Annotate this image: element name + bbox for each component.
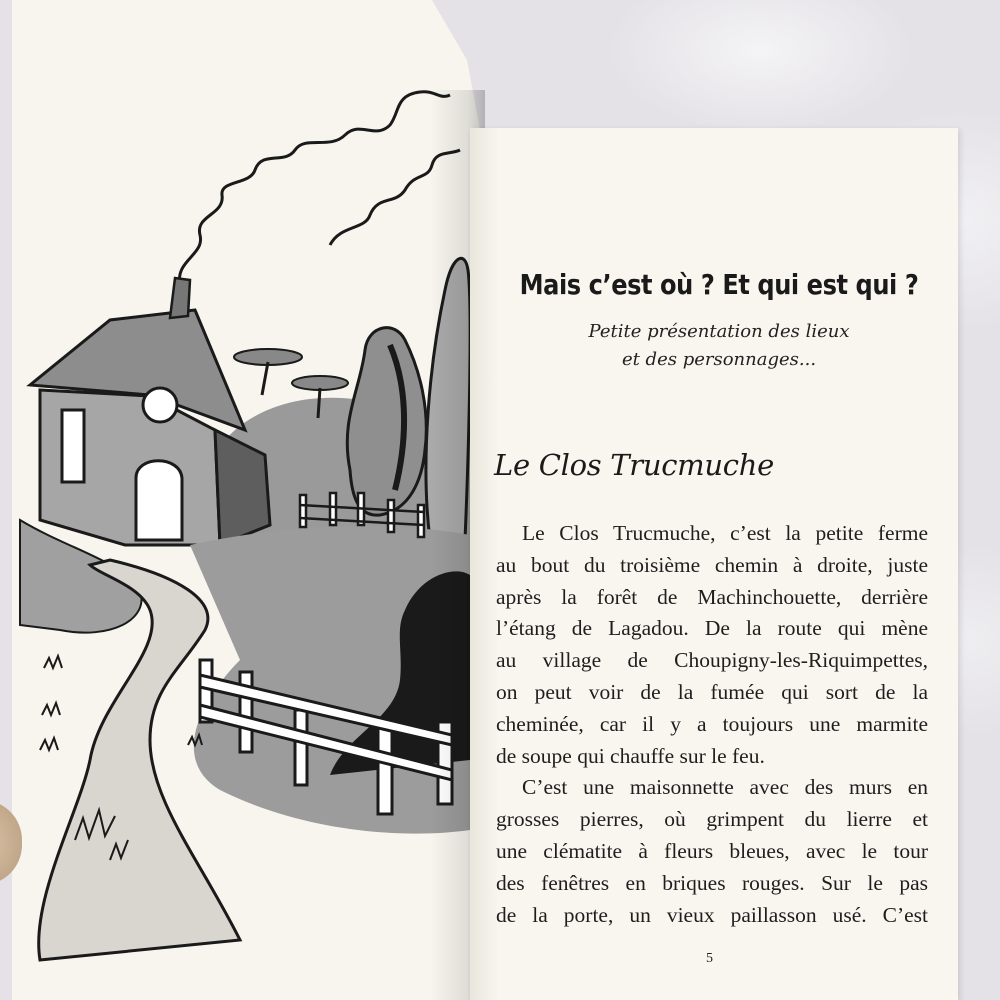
body-line: de soupe qui chauffe sur le feu. xyxy=(496,743,765,768)
page-number: 5 xyxy=(706,951,713,966)
body-line: au village de Choupigny-les-Riquimpettes, xyxy=(496,648,928,673)
section-heading: Le Clos Trucmuche xyxy=(494,448,774,482)
body-line: l’étang de Lagadou. De la route qui mène xyxy=(496,616,928,641)
body-line: cheminée, car il y a toujours une marmite xyxy=(496,711,928,736)
chimney xyxy=(170,278,190,318)
house-door xyxy=(136,461,182,540)
body-line: des fenêtres en briques rouges. Sur le pas xyxy=(496,870,928,895)
umbrella-tree-2 xyxy=(292,376,348,390)
body-line: de la porte, un vieux paillasson usé. C’est xyxy=(496,902,928,927)
body-line: au bout du troisième chemin à droite, juste xyxy=(496,552,928,577)
subtitle-line: Petite présentation des lieux xyxy=(588,321,850,342)
chapter-title: Mais c’est où ? Et qui est qui ? xyxy=(519,268,919,301)
chimney-smoke xyxy=(179,92,460,285)
tall-tree xyxy=(347,328,426,515)
body-line: C’est une maisonnette avec des murs en xyxy=(522,775,928,800)
chapter-subtitle xyxy=(480,318,958,374)
round-window xyxy=(143,388,177,422)
body-paragraphs xyxy=(496,518,928,931)
subtitle-line: et des personnages... xyxy=(621,349,817,370)
body-line: une clématite à fleurs bleues, avec le tour xyxy=(496,838,928,863)
house-window xyxy=(62,410,84,482)
body-line: après la forêt de Machinchouette, derrière xyxy=(496,584,928,609)
body-line: grosses pierres, où grimpent du lierre et xyxy=(496,807,928,832)
body-line: on peut voir de la fumée qui sort de la xyxy=(496,679,928,704)
body-line: Le Clos Trucmuche, c’est la petite ferme xyxy=(522,521,928,545)
